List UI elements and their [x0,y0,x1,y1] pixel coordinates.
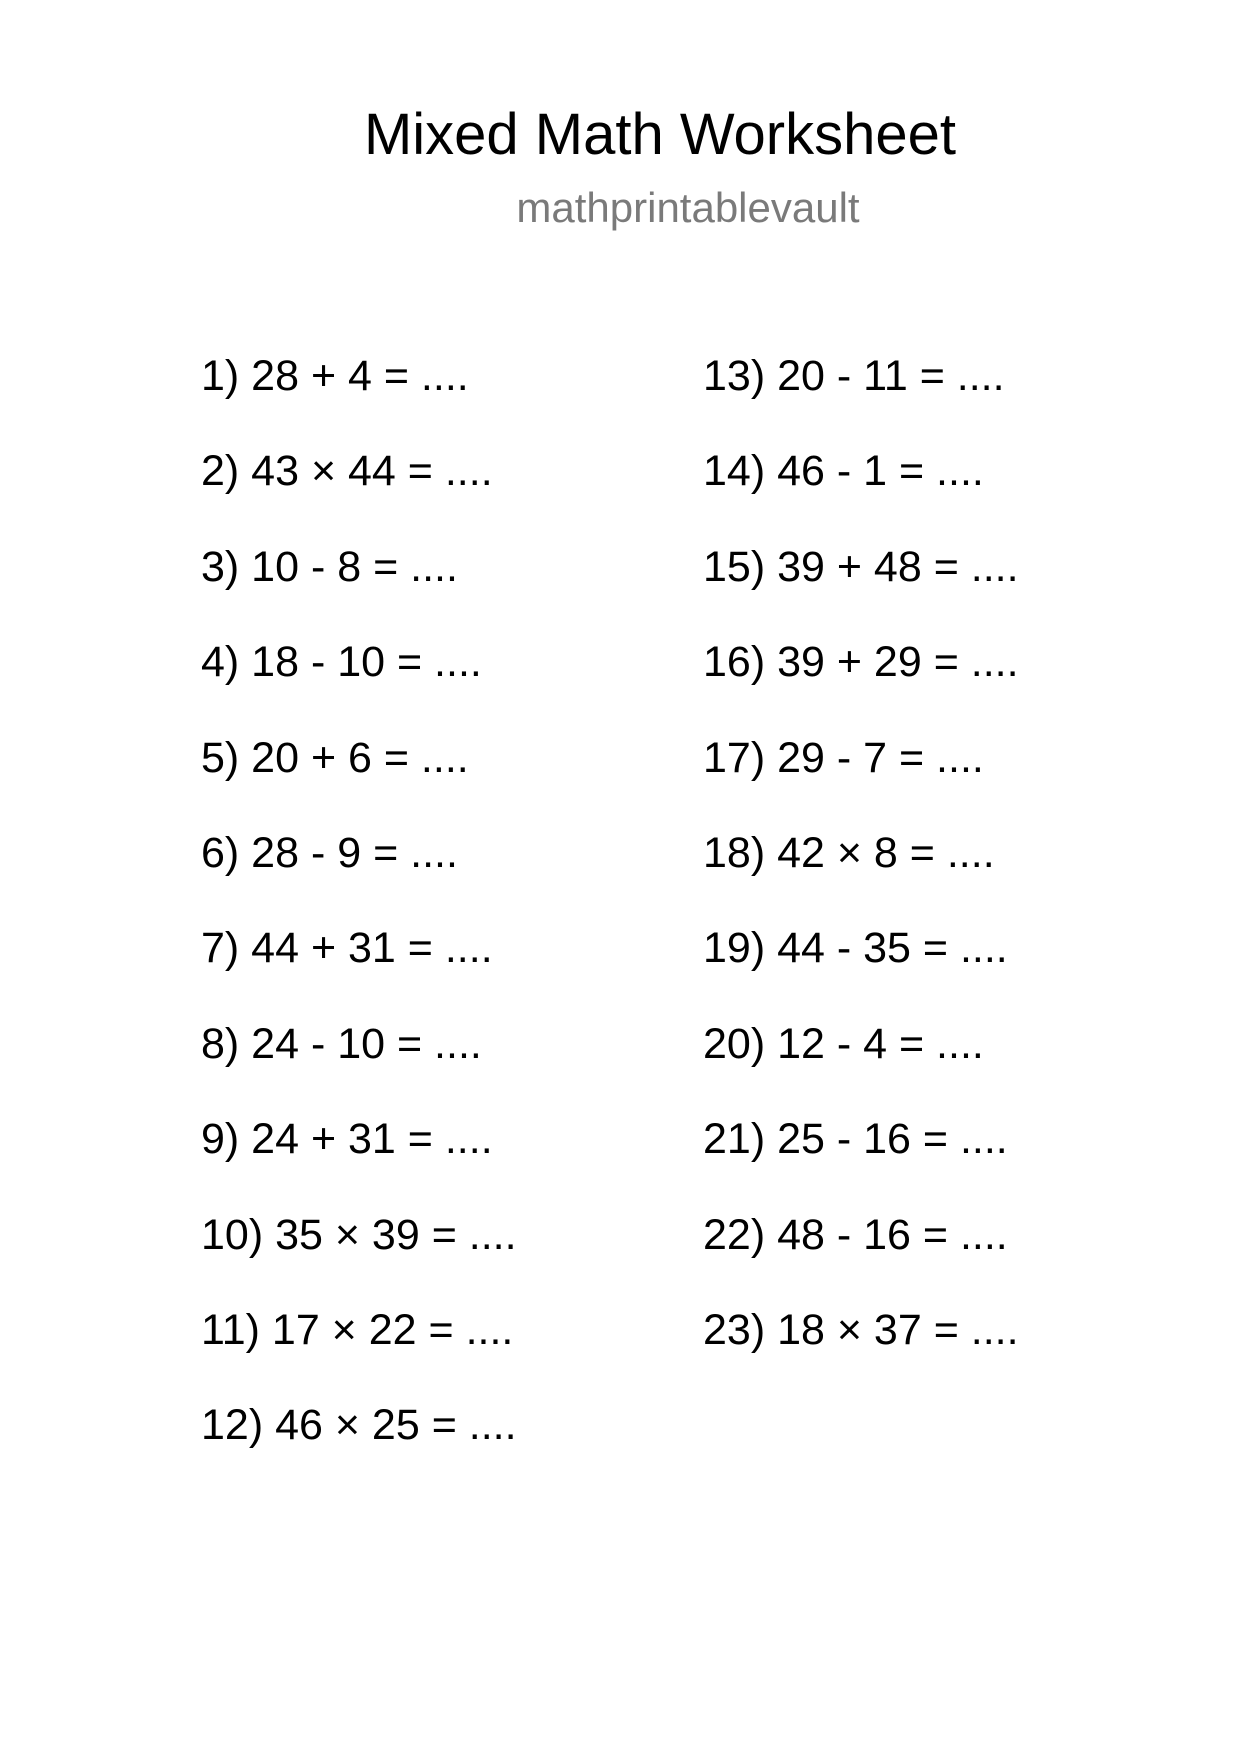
problem-22: 22) 48 - 16 = .... [703,1210,1008,1259]
problem-3: 3) 10 - 8 = .... [201,542,458,591]
problem-23: 23) 18 × 37 = .... [703,1305,1019,1354]
problem-column-left [201,350,517,1495]
problem-14: 14) 46 - 1 = .... [703,447,984,496]
problem-4: 4) 18 - 10 = .... [201,638,482,687]
problem-9: 9) 24 + 31 = .... [201,1115,493,1164]
problem-20: 20) 12 - 4 = .... [703,1019,984,1068]
problem-15: 15) 39 + 48 = .... [703,542,1019,591]
problem-21: 21) 25 - 16 = .... [703,1115,1008,1164]
problem-2: 2) 43 × 44 = .... [201,447,493,496]
problem-5: 5) 20 + 6 = .... [201,733,469,782]
problem-10: 10) 35 × 39 = .... [201,1210,517,1259]
problem-8: 8) 24 - 10 = .... [201,1019,482,1068]
problem-18: 18) 42 × 8 = .... [703,828,995,877]
problem-1: 1) 28 + 4 = .... [201,352,469,400]
page-title: Mixed Math Worksheet [363,102,957,167]
problem-11: 11) 17 × 22 = .... [201,1305,514,1354]
problem-13: 13) 20 - 11 = .... [703,352,1005,400]
page-subtitle: mathprintablevault [516,184,860,231]
problem-17: 17) 29 - 7 = .... [703,733,984,782]
problem-7: 7) 44 + 31 = .... [201,924,493,973]
problem-column-right [703,350,1019,1399]
problem-16: 16) 39 + 29 = .... [703,638,1019,687]
problem-6: 6) 28 - 9 = .... [201,828,458,877]
problem-12: 12) 46 × 25 = .... [201,1401,517,1450]
problem-19: 19) 44 - 35 = .... [703,924,1008,973]
